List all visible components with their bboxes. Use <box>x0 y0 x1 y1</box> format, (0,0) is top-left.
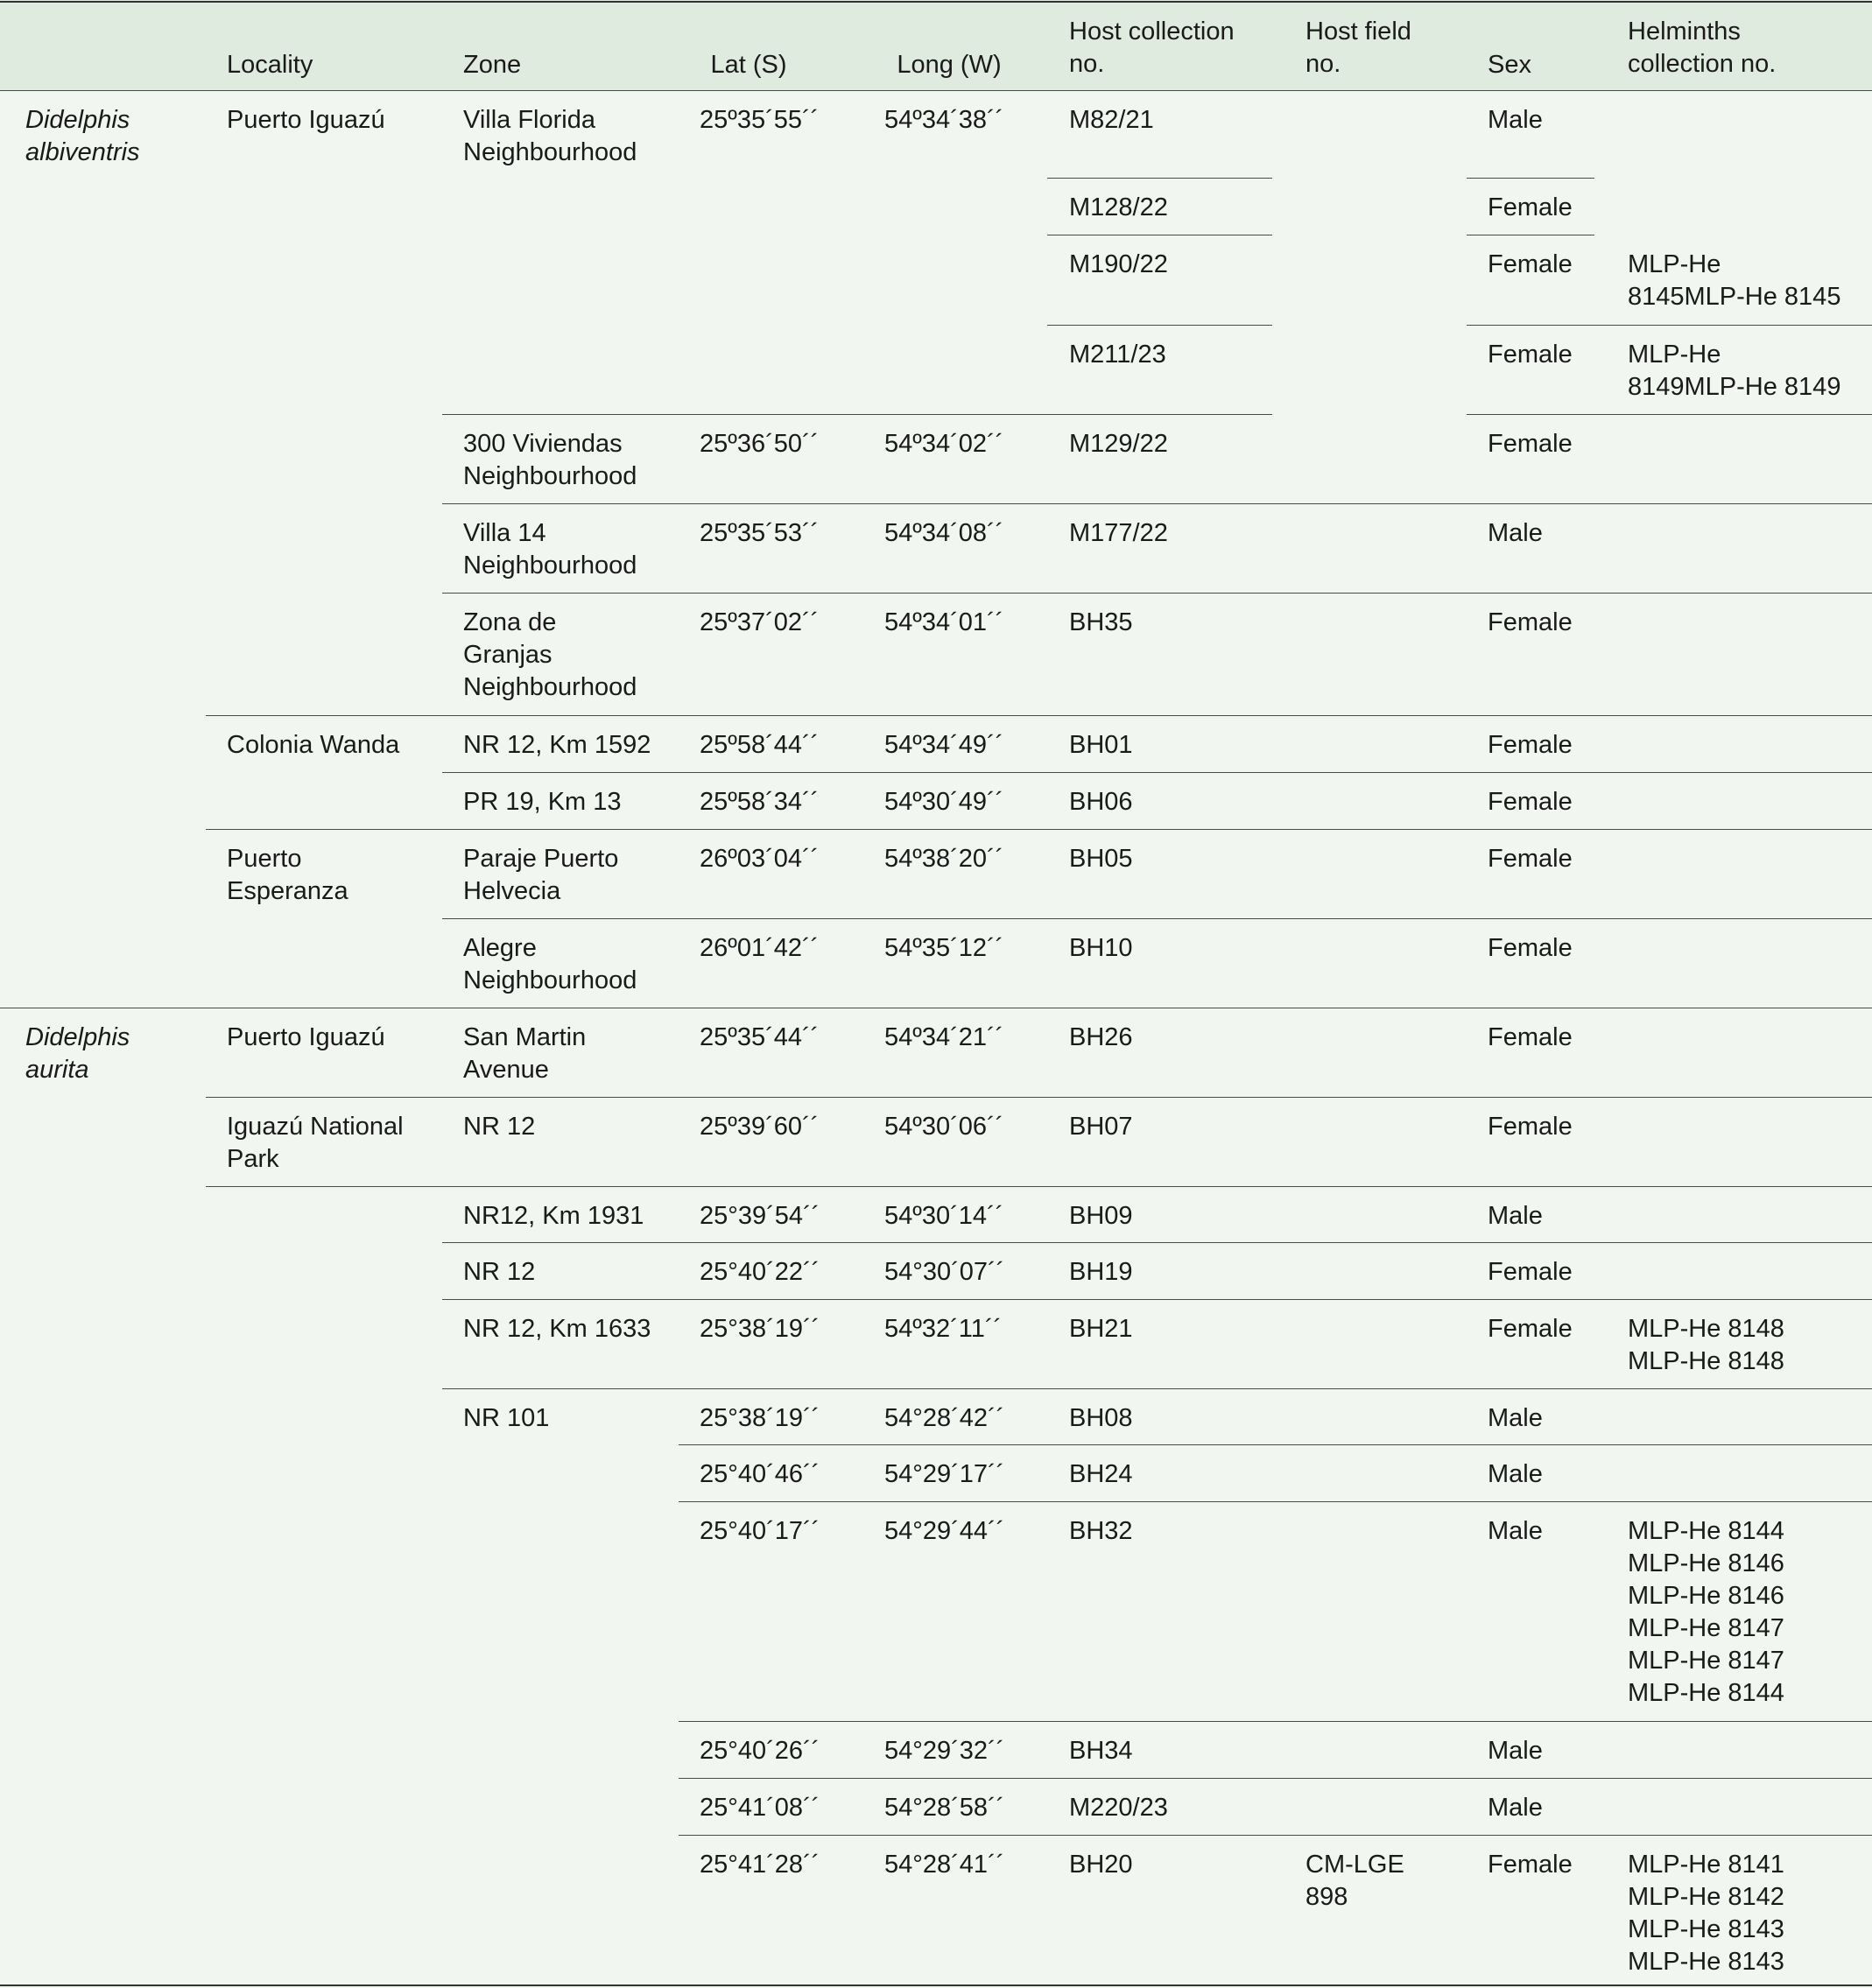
sex-cell: Female <box>1488 250 1573 278</box>
host-collection-cell: BH06 <box>1069 788 1133 816</box>
row-divider <box>1467 178 1594 179</box>
long-cell: 54º38´20´´ <box>884 845 1004 873</box>
sex-cell: Female <box>1488 608 1573 636</box>
header-long: Long (W) <box>897 51 1002 79</box>
row-divider <box>442 503 1872 504</box>
host-collection-cell: BH20 <box>1069 1851 1133 1879</box>
lat-cell: 26º03´04´´ <box>700 845 820 873</box>
helminths-cell: MLP-He 8148 MLP-He 8148 <box>1628 1315 1784 1375</box>
long-cell: 54°29´32´´ <box>884 1737 1005 1765</box>
zone-cell: NR 12, Km 1633 <box>463 1315 651 1343</box>
long-cell: 54º30´49´´ <box>884 788 1004 816</box>
long-cell: 54º34´38´´ <box>884 106 1004 134</box>
sex-cell: Female <box>1488 845 1573 873</box>
zone-cell: 300 Viviendas Neighbourhood <box>463 430 637 490</box>
row-divider <box>1467 325 1872 326</box>
long-cell: 54°28´58´´ <box>884 1794 1005 1822</box>
bottom-rule <box>0 1984 1872 1986</box>
long-cell: 54°29´17´´ <box>884 1460 1005 1488</box>
row-divider <box>206 829 1872 830</box>
long-cell: 54º30´06´´ <box>884 1113 1004 1141</box>
zone-cell: Zona de Granjas Neighbourhood <box>463 608 637 701</box>
row-divider <box>442 1299 1872 1300</box>
header-helminths: Helminths collection no. <box>1628 18 1777 78</box>
sex-cell: Male <box>1488 519 1543 547</box>
locality-cell: Puerto Iguazú <box>227 1023 385 1051</box>
lat-cell: 25º58´34´´ <box>700 788 820 816</box>
host-collection-cell: BH05 <box>1069 845 1133 873</box>
row-divider <box>206 1186 1872 1187</box>
host-collection-cell: BH07 <box>1069 1113 1133 1141</box>
host-collection-cell: M190/22 <box>1069 250 1168 278</box>
header-locality: Locality <box>227 51 313 79</box>
header-lat: Lat (S) <box>710 51 787 79</box>
sex-cell: Male <box>1488 1737 1543 1765</box>
host-collection-cell: BH19 <box>1069 1258 1133 1286</box>
row-divider <box>442 1388 1872 1389</box>
row-divider <box>442 772 1872 773</box>
locality-cell: Puerto Iguazú <box>227 106 385 134</box>
long-cell: 54º32´11´´ <box>884 1315 1003 1343</box>
lat-cell: 26º01´42´´ <box>700 934 820 962</box>
lat-cell: 25°41´08´´ <box>700 1794 820 1822</box>
host-collection-cell: BH34 <box>1069 1737 1133 1765</box>
row-divider <box>1467 414 1872 415</box>
host-collection-cell: BH24 <box>1069 1460 1133 1488</box>
lat-cell: 25º39´60´´ <box>700 1113 820 1141</box>
host-collection-cell: BH01 <box>1069 731 1133 759</box>
lat-cell: 25°41´28´´ <box>700 1851 820 1879</box>
zone-cell: PR 19, Km 13 <box>463 788 622 816</box>
locality-cell: Colonia Wanda <box>227 731 400 759</box>
sex-cell: Female <box>1488 1258 1573 1286</box>
lat-cell: 25º37´02´´ <box>700 608 820 636</box>
lat-cell: 25°39´54´´ <box>700 1202 820 1230</box>
lat-cell: 25º35´53´´ <box>700 519 820 547</box>
lat-cell: 25º35´44´´ <box>700 1023 820 1051</box>
long-cell: 54°28´41´´ <box>884 1851 1005 1879</box>
row-divider <box>206 715 1872 716</box>
zone-cell: NR12, Km 1931 <box>463 1202 644 1230</box>
row-divider <box>679 1501 1872 1502</box>
helminths-cell: MLP-He 8149MLP-He 8149 <box>1628 341 1841 401</box>
locality-cell: Puerto Esperanza <box>227 845 348 905</box>
sex-cell: Female <box>1488 934 1573 962</box>
lat-cell: 25°40´17´´ <box>700 1517 820 1545</box>
species-cell: Didelphis aurita <box>25 1023 130 1084</box>
long-cell: 54º35´12´´ <box>884 934 1004 962</box>
top-rule <box>0 1 1872 3</box>
host-collection-cell: BH08 <box>1069 1404 1133 1432</box>
header-zone: Zone <box>463 51 522 79</box>
long-cell: 54º34´21´´ <box>884 1023 1004 1051</box>
long-cell: 54°30´07´´ <box>884 1258 1005 1286</box>
sex-cell: Male <box>1488 1517 1543 1545</box>
sex-cell: Female <box>1488 788 1573 816</box>
lat-cell: 25º35´55´´ <box>700 106 820 134</box>
long-cell: 54º30´14´´ <box>884 1202 1004 1230</box>
host-collection-cell: BH21 <box>1069 1315 1133 1343</box>
sex-cell: Female <box>1488 1113 1573 1141</box>
sex-cell: Male <box>1488 1202 1543 1230</box>
zone-cell: Alegre Neighbourhood <box>463 934 637 994</box>
species-cell: Didelphis albiventris <box>25 106 140 166</box>
helminths-cell: MLP-He 8145MLP-He 8145 <box>1628 250 1841 311</box>
helminths-cell: MLP-He 8141 MLP-He 8142 MLP-He 8143 MLP-He 8143 <box>1628 1851 1784 1976</box>
long-cell: 54º34´02´´ <box>884 430 1004 458</box>
header-host-collection: Host collection no. <box>1069 18 1235 78</box>
long-cell: 54°29´44´´ <box>884 1517 1005 1545</box>
row-divider <box>442 593 1872 594</box>
host-collection-cell: M129/22 <box>1069 430 1168 458</box>
host-collection-cell: M128/22 <box>1069 193 1168 221</box>
row-divider <box>206 1097 1872 1098</box>
zone-cell: NR 101 <box>463 1404 550 1432</box>
lat-cell: 25°38´19´´ <box>700 1404 820 1432</box>
sex-cell: Male <box>1488 1460 1543 1488</box>
zone-cell: San Martin Avenue <box>463 1023 587 1084</box>
sex-cell: Female <box>1488 1315 1573 1343</box>
row-divider <box>679 1721 1872 1722</box>
sex-cell: Male <box>1488 1404 1543 1432</box>
row-divider <box>679 1444 1872 1445</box>
zone-cell: NR 12 <box>463 1113 536 1141</box>
sex-cell: Male <box>1488 1794 1543 1822</box>
row-divider <box>1047 325 1272 326</box>
sex-cell: Female <box>1488 430 1573 458</box>
row-divider <box>679 1778 1872 1779</box>
zone-cell: Villa 14 Neighbourhood <box>463 519 637 580</box>
helminths-cell: MLP-He 8144 MLP-He 8146 MLP-He 8146 MLP-He 8147 MLP-He 8147 MLP-He 8144 <box>1628 1517 1784 1707</box>
host-collection-cell: BH32 <box>1069 1517 1133 1545</box>
zone-cell: Paraje Puerto Helvecia <box>463 845 619 905</box>
row-divider <box>442 918 1872 919</box>
lat-cell: 25°40´46´´ <box>700 1460 820 1488</box>
header-rule <box>0 90 1872 91</box>
row-divider <box>442 1242 1872 1243</box>
sex-cell: Female <box>1488 1851 1573 1879</box>
sex-cell: Female <box>1488 341 1573 369</box>
host-collection-cell: M211/23 <box>1069 341 1166 369</box>
lat-cell: 25º58´44´´ <box>700 731 820 759</box>
host-collection-cell: M220/23 <box>1069 1794 1168 1822</box>
zone-cell: Villa Florida Neighbourhood <box>463 106 637 166</box>
host-collection-cell: BH10 <box>1069 934 1133 962</box>
host-collection-cell: BH09 <box>1069 1202 1133 1230</box>
sex-cell: Female <box>1488 1023 1573 1051</box>
locality-cell: Iguazú National Park <box>227 1113 404 1173</box>
sex-cell: Female <box>1488 193 1573 221</box>
header-sex: Sex <box>1488 51 1531 79</box>
long-cell: 54°28´42´´ <box>884 1404 1005 1432</box>
zone-cell: NR 12, Km 1592 <box>463 731 651 759</box>
row-divider <box>1047 178 1272 179</box>
lat-cell: 25°40´22´´ <box>700 1258 820 1286</box>
long-cell: 54º34´01´´ <box>884 608 1004 636</box>
host-collection-cell: M82/21 <box>1069 106 1154 134</box>
long-cell: 54º34´49´´ <box>884 731 1004 759</box>
sex-cell: Male <box>1488 106 1543 134</box>
long-cell: 54º34´08´´ <box>884 519 1004 547</box>
row-divider <box>679 1835 1872 1836</box>
host-collection-cell: M177/22 <box>1069 519 1168 547</box>
lat-cell: 25º36´50´´ <box>700 430 820 458</box>
sex-cell: Female <box>1488 731 1573 759</box>
host-field-cell: CM-LGE 898 <box>1305 1851 1404 1911</box>
host-collection-cell: BH35 <box>1069 608 1133 636</box>
lat-cell: 25°40´26´´ <box>700 1737 820 1765</box>
lat-cell: 25°38´19´´ <box>700 1315 820 1343</box>
host-collection-cell: BH26 <box>1069 1023 1133 1051</box>
row-divider <box>442 414 1272 415</box>
header-host-field: Host field no. <box>1305 18 1411 78</box>
zone-cell: NR 12 <box>463 1258 536 1286</box>
